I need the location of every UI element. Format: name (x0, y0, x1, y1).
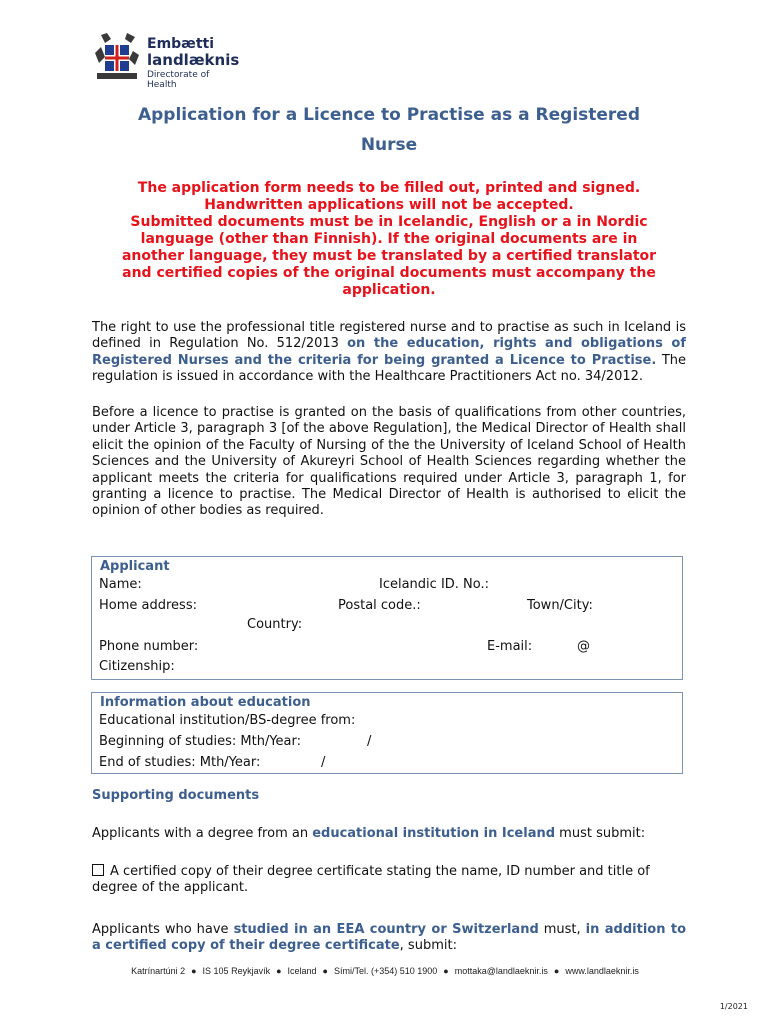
warning-line: and certified copies of the original documents must accompany the (122, 265, 656, 281)
citizenship-label: Citizenship: (99, 659, 175, 674)
footer-bullet: ● (443, 966, 449, 976)
intro-paragraph (92, 320, 686, 386)
warning-notice (92, 180, 686, 299)
education-section (91, 692, 683, 774)
end-slash: / (321, 755, 326, 770)
page-title (92, 100, 686, 160)
name-label: Name: (99, 577, 142, 592)
warning-line: The application form needs to be filled out, printed and signed. (137, 180, 641, 196)
beginning-studies-label: Beginning of studies: Mth/Year: (99, 734, 302, 749)
warning-line: Handwritten applications will not be accepted. (204, 197, 574, 213)
phone-label: Phone number: (99, 639, 199, 654)
education-header: Information about education (100, 695, 311, 710)
eea-paragraph (92, 922, 686, 955)
iceland-paragraph (92, 826, 686, 842)
footer-bullet: ● (553, 966, 560, 976)
title-line-1: Application for a Licence to Practise as a Registered (137, 105, 641, 125)
footer-address: Katrínartúni 2 (131, 966, 186, 976)
supporting-documents-header: Supporting documents (92, 788, 260, 803)
warning-line: language (other than Finnish). If the original documents are in (140, 231, 638, 247)
warning-line: Submitted documents must be in Icelandic, English or a in Nordic (130, 214, 648, 230)
eea-text-end: , submit: (399, 938, 457, 954)
icelandic-id-label: Icelandic ID. No.: (379, 577, 490, 592)
footer-bullet: ● (276, 966, 282, 976)
logo-line-3: Directorate of Health (147, 70, 210, 90)
eea-text-mid: must, (538, 922, 586, 937)
home-address-label: Home address: (99, 598, 197, 613)
logo-line-1: Embætti (147, 36, 215, 52)
email-at-sign: @ (577, 639, 590, 654)
footer-country: Iceland (287, 966, 317, 976)
town-city-label: Town/City: (527, 598, 593, 613)
iceland-text-end: must submit: (555, 826, 646, 841)
degree-certificate-checkbox[interactable] (92, 864, 104, 876)
logo-line-2: landlæknis (147, 51, 240, 69)
applicant-header: Applicant (100, 559, 170, 574)
logo (93, 33, 240, 90)
footer-website: www.landlaeknir.is (565, 966, 639, 976)
country-label: Country: (247, 617, 303, 632)
degree-certificate-item (92, 864, 686, 897)
eea-highlight: studied in an EEA country or Switzerland (233, 922, 539, 937)
iceland-highlight: educational institution in Iceland (312, 826, 556, 841)
warning-line: another language, they must be translated by a certified translator (121, 248, 657, 264)
footer-email: mottaka@landlaeknir.is (454, 966, 548, 976)
footer-phone: Sími/Tel. (+354) 510 1900 (333, 966, 438, 976)
footer-postal: IS 105 Reykjavík (202, 966, 271, 976)
intro-text: The right to use the professional title registered nurse and to practise as such in Iceland is defined in Regulation No. 512/2013 (92, 320, 686, 352)
footer-bullet: ● (191, 966, 197, 976)
footer (0, 966, 770, 976)
coat-of-arms-icon (93, 33, 141, 83)
degree-certificate-text: A certified copy of their degree certificate stating the name, ID number and title of degree of the applicant. (92, 864, 650, 896)
licence-paragraph: Before a licence to practise is granted on the basis of qualifications from other countries, under Article 3, paragraph 3 [of the above Regulation], the Medical Director of Health shall elicit the opinion of the Faculty of Nursing of the the University of Iceland School of Health Sciences and the University of Akureyri School of Health Sciences regarding whether the applicant meets the criteria for qualifications required under Article 3, paragraph 1, for granting a licence to practise. The Medical Director of Health is authorised to elicit the opinion of other bodies as required. (92, 405, 686, 519)
eea-certificate-highlight: in addition to a certified copy of their degree certificate (92, 922, 687, 954)
footer-bullet: ● (322, 966, 328, 976)
postal-code-label: Postal code.: (338, 598, 421, 613)
email-label: E-mail: (487, 639, 533, 654)
eea-text: Applicants who have (92, 922, 234, 937)
regulation-title: on the education, rights and obligations of Registered Nurses and the criteria for being granted a Licence to Practise. (92, 336, 687, 368)
institution-label: Educational institution/BS-degree from: (99, 713, 356, 728)
iceland-text: Applicants with a degree from an (92, 826, 313, 841)
page-number: 1/2021 (719, 1002, 748, 1011)
warning-line: application. (342, 282, 436, 298)
intro-text-end: The regulation is issued in accordance with the Healthcare Practitioners Act no. 34/2012. (92, 352, 687, 385)
end-studies-label: End of studies: Mth/Year: (99, 755, 261, 770)
beginning-slash: / (367, 734, 372, 749)
title-line-2: Nurse (360, 135, 418, 155)
applicant-section (91, 556, 683, 680)
